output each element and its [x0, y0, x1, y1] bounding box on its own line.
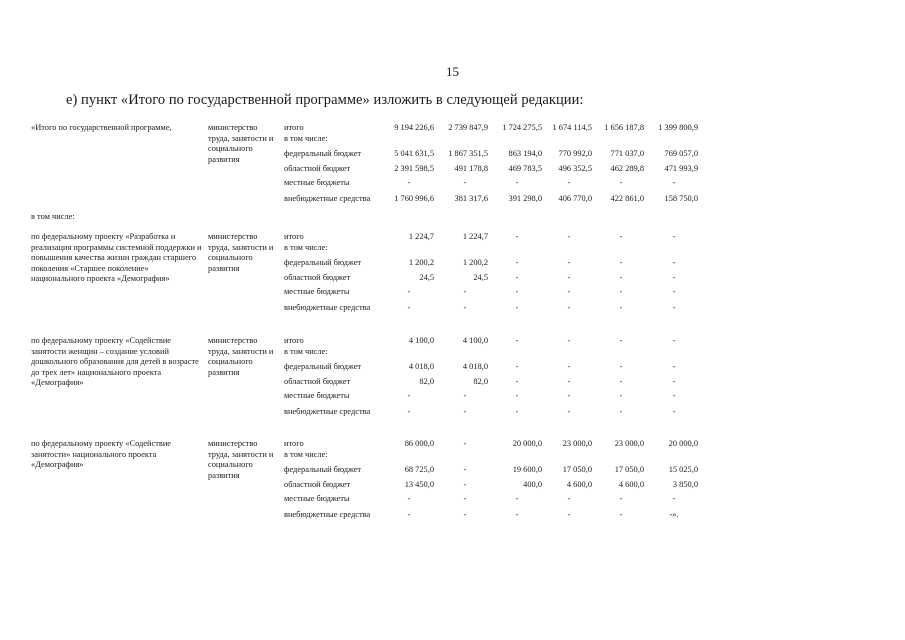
amount-cell: 462 289,8 — [610, 164, 644, 173]
funding-source: итого — [284, 123, 304, 132]
amount-cell: 82,0 — [473, 377, 488, 386]
funding-source: местные бюджеты — [284, 494, 350, 503]
funding-source: областной бюджет — [284, 164, 351, 173]
amount-cell: - — [619, 303, 623, 312]
amount-cell: 863 194,0 — [508, 149, 542, 158]
responsible-ministry: министерство труда, занятости и социального развития — [208, 336, 274, 377]
funding-source: федеральный бюджет — [284, 362, 362, 371]
program-description: «Итого по государственной программе, — [31, 123, 172, 132]
amount-cell: 471 993,9 — [664, 164, 698, 173]
amount-cell: - — [619, 391, 623, 400]
amount-cell: 1 656 187,8 — [604, 123, 644, 132]
amount-cell: - — [515, 303, 519, 312]
amount-cell: 4 100,0 — [408, 336, 434, 345]
amount-cell: - — [463, 178, 467, 187]
funding-subtitle: в том числе: — [284, 450, 328, 459]
amount-cell: 20 000,0 — [512, 439, 542, 448]
amount-cell: 1 200,2 — [408, 258, 434, 267]
program-description: по федеральному проекту «Содействие занятости» национального проекта «Демография» — [31, 439, 172, 470]
amendment-heading: е) пункт «Итого по государственной программе» изложить в следующей редакции: — [66, 92, 584, 108]
amount-cell: - — [407, 303, 411, 312]
amount-cell: 491 178,8 — [454, 164, 488, 173]
amount-cell: - — [672, 391, 676, 400]
amount-cell: 68 725,0 — [404, 465, 434, 474]
amount-cell: - — [463, 439, 467, 448]
amount-cell: 1 224,7 — [408, 232, 434, 241]
amount-cell: 496 352,5 — [558, 164, 592, 173]
amount-cell: 20 000,0 — [668, 439, 698, 448]
amount-cell: - — [463, 407, 467, 416]
funding-source: федеральный бюджет — [284, 465, 362, 474]
amount-cell: - — [463, 510, 467, 519]
amount-cell: - — [407, 178, 411, 187]
amount-cell: - — [672, 178, 676, 187]
amount-cell: - — [672, 407, 676, 416]
funding-source: местные бюджеты — [284, 287, 350, 296]
amount-cell: 5 041 631,5 — [394, 149, 434, 158]
funding-source: внебюджетные средства — [284, 303, 371, 312]
amount-cell: - — [515, 178, 519, 187]
amount-cell: - — [515, 377, 519, 386]
funding-source: внебюджетные средства — [284, 194, 371, 203]
amount-cell: - — [515, 287, 519, 296]
amount-cell: - — [567, 336, 571, 345]
amount-cell: 23 000,0 — [562, 439, 592, 448]
amount-cell: - — [619, 287, 623, 296]
funding-source: местные бюджеты — [284, 391, 350, 400]
amount-cell: - — [515, 336, 519, 345]
amount-cell: -». — [669, 510, 679, 519]
amount-cell: - — [463, 287, 467, 296]
amount-cell: - — [619, 258, 623, 267]
amount-cell: - — [407, 287, 411, 296]
funding-source: областной бюджет — [284, 273, 351, 282]
in-total-label: в том числе: — [31, 212, 75, 221]
amount-cell: - — [515, 362, 519, 371]
responsible-ministry: министерство труда, занятости и социального развития — [208, 439, 274, 480]
amount-cell: - — [515, 273, 519, 282]
amount-cell: - — [567, 178, 571, 187]
amount-cell: 4 600,0 — [566, 480, 592, 489]
amount-cell: 24,5 — [473, 273, 488, 282]
amount-cell: 24,5 — [419, 273, 434, 282]
amount-cell: 4 600,0 — [618, 480, 644, 489]
amount-cell: 406 770,0 — [558, 194, 592, 203]
funding-subtitle: в том числе: — [284, 243, 328, 252]
responsible-ministry: министерство труда, занятости и социального развития — [208, 123, 274, 164]
amount-cell: - — [463, 303, 467, 312]
amount-cell: 1 760 996,6 — [394, 194, 434, 203]
amount-cell: - — [515, 407, 519, 416]
amount-cell: - — [672, 258, 676, 267]
responsible-ministry: министерство труда, занятости и социального развития — [208, 232, 274, 273]
funding-source: федеральный бюджет — [284, 149, 362, 158]
amount-cell: - — [567, 391, 571, 400]
amount-cell: - — [515, 232, 519, 241]
amount-cell: 771 037,0 — [610, 149, 644, 158]
amount-cell: - — [463, 480, 467, 489]
amount-cell: - — [515, 510, 519, 519]
amount-cell: - — [672, 377, 676, 386]
amount-cell: 469 783,5 — [508, 164, 542, 173]
amount-cell: 770 992,0 — [558, 149, 592, 158]
amount-cell: - — [463, 494, 467, 503]
funding-source: итого — [284, 336, 304, 345]
page-number: 15 — [446, 64, 459, 79]
amount-cell: 13 450,0 — [404, 480, 434, 489]
funding-source: итого — [284, 232, 304, 241]
amount-cell: - — [672, 232, 676, 241]
amount-cell: - — [619, 407, 623, 416]
amount-cell: 86 000,0 — [404, 439, 434, 448]
amount-cell: 1 867 351,5 — [448, 149, 488, 158]
amount-cell: - — [515, 391, 519, 400]
amount-cell: - — [672, 303, 676, 312]
amount-cell: 2 391 598,5 — [394, 164, 434, 173]
amount-cell: 158 750,0 — [664, 194, 698, 203]
amount-cell: 1 399 800,9 — [658, 123, 698, 132]
amount-cell: - — [567, 377, 571, 386]
amount-cell: 4 100,0 — [462, 336, 488, 345]
amount-cell: 82,0 — [419, 377, 434, 386]
funding-source: итого — [284, 439, 304, 448]
funding-subtitle: в том числе: — [284, 347, 328, 356]
funding-source: внебюджетные средства — [284, 510, 371, 519]
amount-cell: - — [619, 273, 623, 282]
amount-cell: 9 194 226,6 — [394, 123, 434, 132]
amount-cell: - — [567, 273, 571, 282]
amount-cell: 17 050,0 — [614, 465, 644, 474]
amount-cell: - — [567, 362, 571, 371]
amount-cell: - — [567, 407, 571, 416]
funding-subtitle: в том числе: — [284, 134, 328, 143]
amount-cell: - — [619, 510, 623, 519]
amount-cell: - — [515, 258, 519, 267]
amount-cell: - — [407, 391, 411, 400]
amount-cell: 15 025,0 — [668, 465, 698, 474]
amount-cell: - — [672, 273, 676, 282]
amount-cell: - — [672, 336, 676, 345]
funding-source: внебюджетные средства — [284, 407, 371, 416]
amount-cell: - — [567, 494, 571, 503]
amount-cell: 2 739 847,9 — [448, 123, 488, 132]
amount-cell: - — [672, 287, 676, 296]
amount-cell: - — [407, 494, 411, 503]
amount-cell: - — [567, 258, 571, 267]
amount-cell: - — [463, 465, 467, 474]
amount-cell: - — [407, 510, 411, 519]
amount-cell: 400,0 — [523, 480, 542, 489]
amount-cell: 1 674 114,5 — [552, 123, 592, 132]
amount-cell: 4 018,0 — [408, 362, 434, 371]
amount-cell: - — [567, 287, 571, 296]
amount-cell: - — [407, 407, 411, 416]
funding-source: областной бюджет — [284, 480, 351, 489]
amount-cell: 381 317,6 — [454, 194, 488, 203]
amount-cell: 769 057,0 — [664, 149, 698, 158]
amount-cell: - — [672, 494, 676, 503]
amount-cell: - — [619, 232, 623, 241]
amount-cell: - — [567, 303, 571, 312]
funding-source: областной бюджет — [284, 377, 351, 386]
funding-source: федеральный бюджет — [284, 258, 362, 267]
amount-cell: - — [619, 494, 623, 503]
amount-cell: - — [672, 362, 676, 371]
amount-cell: 17 050,0 — [562, 465, 592, 474]
amount-cell: 1 200,2 — [462, 258, 488, 267]
amount-cell: 391 298,0 — [508, 194, 542, 203]
amount-cell: - — [515, 494, 519, 503]
amount-cell: - — [619, 362, 623, 371]
amount-cell: 3 850,0 — [672, 480, 698, 489]
amount-cell: - — [567, 510, 571, 519]
funding-source: местные бюджеты — [284, 178, 350, 187]
program-description: по федеральному проекту «Содействие занятости женщин – создание условий дошкольного образования для детей в возрасте до трех лет» национального проекта «Демография» — [31, 336, 199, 388]
amount-cell: 1 724 275,5 — [502, 123, 542, 132]
amount-cell: 422 861,0 — [610, 194, 644, 203]
amount-cell: - — [619, 377, 623, 386]
amount-cell: - — [463, 391, 467, 400]
amount-cell: - — [619, 178, 623, 187]
program-description: по федеральному проекту «Разработка и реализация программы системной поддержки и повышения качества жизни граждан старшего поколения «Старшее поколение» национального проекта «Демография» — [31, 232, 202, 284]
amount-cell: 23 000,0 — [614, 439, 644, 448]
amount-cell: 19 600,0 — [512, 465, 542, 474]
amount-cell: - — [619, 336, 623, 345]
amount-cell: - — [567, 232, 571, 241]
amount-cell: 1 224,7 — [462, 232, 488, 241]
amount-cell: 4 018,0 — [462, 362, 488, 371]
